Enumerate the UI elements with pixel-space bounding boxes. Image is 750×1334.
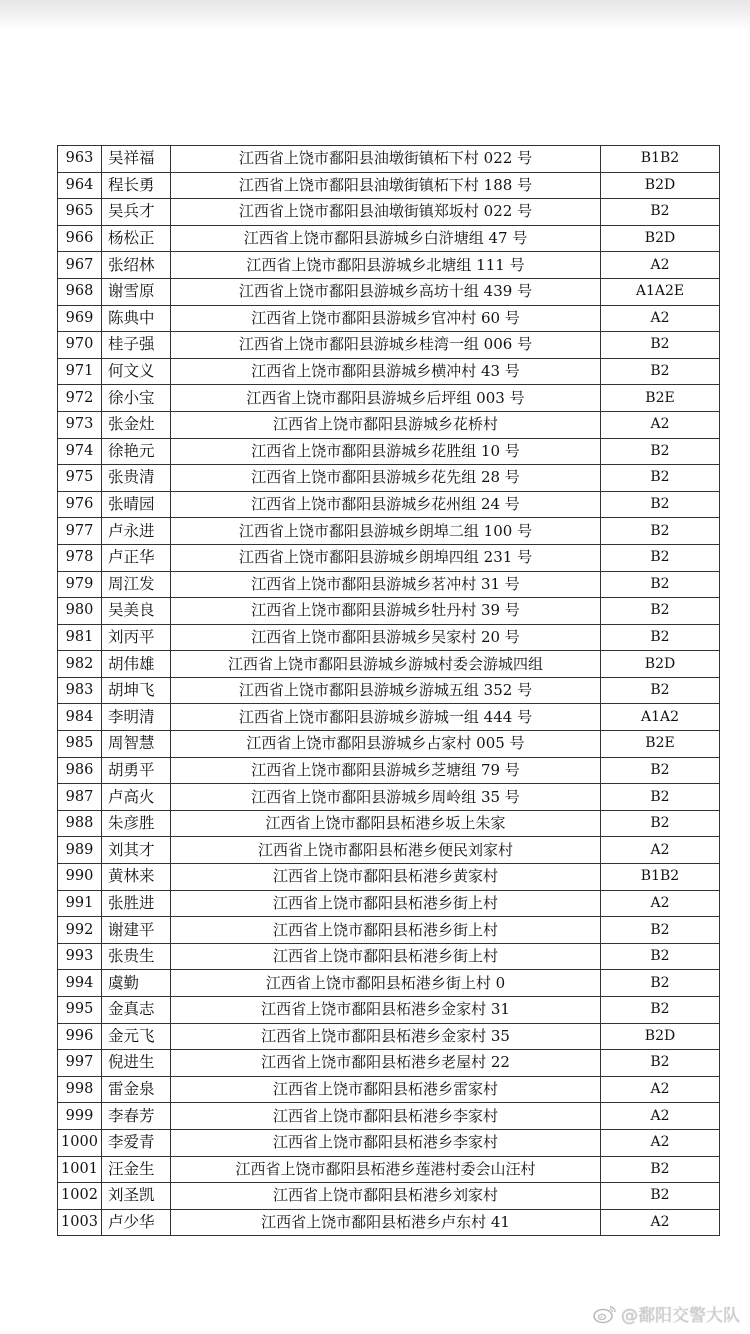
row-number: 995 <box>58 997 102 1024</box>
row-address: 江西省上饶市鄱阳县游城乡桂湾一组 006 号 <box>171 332 601 359</box>
row-name: 胡坤飞 <box>102 677 171 704</box>
row-number: 986 <box>58 757 102 784</box>
watermark-text: @鄱阳交警大队 <box>621 1306 740 1326</box>
row-license-class: B2 <box>601 970 720 997</box>
row-number: 1002 <box>58 1183 102 1210</box>
row-address: 江西省上饶市鄱阳县游城乡游城五组 352 号 <box>171 677 601 704</box>
table-row <box>58 332 720 359</box>
row-number: 973 <box>58 411 102 438</box>
row-number: 991 <box>58 890 102 917</box>
row-name: 徐小宝 <box>102 385 171 412</box>
table-row <box>58 518 720 545</box>
row-number: 994 <box>58 970 102 997</box>
row-license-class: A2 <box>601 1129 720 1156</box>
table-row <box>58 651 720 678</box>
row-name: 朱彦胜 <box>102 810 171 837</box>
row-license-class: B2E <box>601 731 720 758</box>
row-address: 江西省上饶市鄱阳县游城乡后坪组 003 号 <box>171 385 601 412</box>
row-address: 江西省上饶市鄱阳县柘港乡金家村 35 <box>171 1023 601 1050</box>
row-name: 吴兵才 <box>102 199 171 226</box>
row-license-class: B2 <box>601 465 720 492</box>
table-row <box>58 544 720 571</box>
row-address: 江西省上饶市鄱阳县游城乡花桥村 <box>171 411 601 438</box>
row-name: 金元飞 <box>102 1023 171 1050</box>
row-number: 982 <box>58 651 102 678</box>
row-license-class: B2 <box>601 199 720 226</box>
row-number: 978 <box>58 544 102 571</box>
row-name: 卢正华 <box>102 544 171 571</box>
row-license-class: B2 <box>601 438 720 465</box>
table-row <box>58 784 720 811</box>
row-license-class: B2 <box>601 810 720 837</box>
row-license-class: B2 <box>601 757 720 784</box>
row-address: 江西省上饶市鄱阳县游城乡朗埠二组 100 号 <box>171 518 601 545</box>
row-license-class: B2 <box>601 491 720 518</box>
row-address: 江西省上饶市鄱阳县游城乡占家村 005 号 <box>171 731 601 758</box>
row-name: 张胜进 <box>102 890 171 917</box>
row-number: 1000 <box>58 1129 102 1156</box>
row-name: 刘丙平 <box>102 624 171 651</box>
row-number: 988 <box>58 810 102 837</box>
row-address: 江西省上饶市鄱阳县柘港乡街上村 0 <box>171 970 601 997</box>
row-license-class: A2 <box>601 411 720 438</box>
table-row <box>58 1103 720 1130</box>
row-name: 陈典中 <box>102 305 171 332</box>
row-license-class: B1B2 <box>601 864 720 891</box>
row-license-class: A2 <box>601 1076 720 1103</box>
row-license-class: A2 <box>601 1209 720 1236</box>
row-license-class: A1A2E <box>601 278 720 305</box>
row-address: 江西省上饶市鄱阳县柘港乡黄家村 <box>171 864 601 891</box>
table-row <box>58 704 720 731</box>
row-number: 996 <box>58 1023 102 1050</box>
row-number: 971 <box>58 358 102 385</box>
table-row <box>58 199 720 226</box>
row-address: 江西省上饶市鄱阳县游城乡白浒塘组 47 号 <box>171 225 601 252</box>
row-license-class: B2 <box>601 917 720 944</box>
row-address: 江西省上饶市鄱阳县柘港乡坂上朱家 <box>171 810 601 837</box>
row-number: 992 <box>58 917 102 944</box>
row-name: 杨松正 <box>102 225 171 252</box>
weibo-icon <box>593 1304 617 1324</box>
table-row <box>58 864 720 891</box>
table-row <box>58 837 720 864</box>
row-address: 江西省上饶市鄱阳县柘港乡便民刘家村 <box>171 837 601 864</box>
row-license-class: B2 <box>601 997 720 1024</box>
row-address: 江西省上饶市鄱阳县柘港乡雷家村 <box>171 1076 601 1103</box>
row-name: 黄林来 <box>102 864 171 891</box>
row-name: 徐艳元 <box>102 438 171 465</box>
table-row <box>58 890 720 917</box>
table-row <box>58 438 720 465</box>
row-number: 972 <box>58 385 102 412</box>
row-number: 965 <box>58 199 102 226</box>
row-number: 987 <box>58 784 102 811</box>
row-address: 江西省上饶市鄱阳县游城乡花先组 28 号 <box>171 465 601 492</box>
row-name: 周智慧 <box>102 731 171 758</box>
row-license-class: B2 <box>601 1156 720 1183</box>
row-license-class: B2 <box>601 1050 720 1077</box>
row-license-class: A1A2 <box>601 704 720 731</box>
row-number: 983 <box>58 677 102 704</box>
row-address: 江西省上饶市鄱阳县游城乡吴家村 20 号 <box>171 624 601 651</box>
row-license-class: B2D <box>601 172 720 199</box>
row-license-class: B2 <box>601 1183 720 1210</box>
table-row <box>58 1156 720 1183</box>
table-row <box>58 677 720 704</box>
roster-body <box>58 146 720 1236</box>
row-license-class: B2 <box>601 598 720 625</box>
row-license-class: B2 <box>601 943 720 970</box>
row-license-class: B2 <box>601 358 720 385</box>
row-license-class: B2D <box>601 651 720 678</box>
row-name: 卢永进 <box>102 518 171 545</box>
row-name: 倪进生 <box>102 1050 171 1077</box>
table-row <box>58 598 720 625</box>
row-address: 江西省上饶市鄱阳县游城乡花州组 24 号 <box>171 491 601 518</box>
table-row <box>58 465 720 492</box>
top-shadow <box>0 0 750 30</box>
row-name: 张金灶 <box>102 411 171 438</box>
row-name: 程长勇 <box>102 172 171 199</box>
row-address: 江西省上饶市鄱阳县游城乡游城村委会游城四组 <box>171 651 601 678</box>
table-row <box>58 1023 720 1050</box>
row-address: 江西省上饶市鄱阳县游城乡横冲村 43 号 <box>171 358 601 385</box>
row-license-class: A2 <box>601 252 720 279</box>
row-number: 974 <box>58 438 102 465</box>
row-address: 江西省上饶市鄱阳县油墩街镇郑坂村 022 号 <box>171 199 601 226</box>
row-number: 1001 <box>58 1156 102 1183</box>
row-name: 胡勇平 <box>102 757 171 784</box>
table-row <box>58 571 720 598</box>
row-license-class: B2 <box>601 784 720 811</box>
row-address: 江西省上饶市鄱阳县游城乡朗埠四组 231 号 <box>171 544 601 571</box>
table-row <box>58 278 720 305</box>
row-address: 江西省上饶市鄱阳县游城乡牡丹村 39 号 <box>171 598 601 625</box>
row-name: 张贵清 <box>102 465 171 492</box>
table-row <box>58 146 720 173</box>
row-number: 977 <box>58 518 102 545</box>
row-number: 998 <box>58 1076 102 1103</box>
row-name: 李爱青 <box>102 1129 171 1156</box>
row-name: 卢高火 <box>102 784 171 811</box>
row-address: 江西省上饶市鄱阳县柘港乡街上村 <box>171 890 601 917</box>
table-row <box>58 385 720 412</box>
row-license-class: B2 <box>601 624 720 651</box>
row-address: 江西省上饶市鄱阳县油墩街镇柘下村 188 号 <box>171 172 601 199</box>
row-number: 967 <box>58 252 102 279</box>
row-name: 汪金生 <box>102 1156 171 1183</box>
row-license-class: B2 <box>601 677 720 704</box>
row-address: 江西省上饶市鄱阳县柘港乡刘家村 <box>171 1183 601 1210</box>
row-name: 张贵生 <box>102 943 171 970</box>
row-license-class: A2 <box>601 305 720 332</box>
row-name: 何文义 <box>102 358 171 385</box>
row-name: 金真志 <box>102 997 171 1024</box>
row-license-class: B2 <box>601 571 720 598</box>
row-number: 985 <box>58 731 102 758</box>
row-number: 964 <box>58 172 102 199</box>
table-row <box>58 1076 720 1103</box>
row-address: 江西省上饶市鄱阳县游城乡茗冲村 31 号 <box>171 571 601 598</box>
table-row <box>58 172 720 199</box>
row-address: 江西省上饶市鄱阳县游城乡花胜组 10 号 <box>171 438 601 465</box>
table-row <box>58 997 720 1024</box>
row-number: 997 <box>58 1050 102 1077</box>
row-address: 江西省上饶市鄱阳县柘港乡莲港村委会山汪村 <box>171 1156 601 1183</box>
row-name: 吴祥福 <box>102 146 171 173</box>
table-row <box>58 358 720 385</box>
row-address: 江西省上饶市鄱阳县柘港乡李家村 <box>171 1129 601 1156</box>
row-license-class: A2 <box>601 890 720 917</box>
row-address: 江西省上饶市鄱阳县游城乡芝塘组 79 号 <box>171 757 601 784</box>
row-name: 周江发 <box>102 571 171 598</box>
row-number: 1003 <box>58 1209 102 1236</box>
row-license-class: A2 <box>601 837 720 864</box>
row-address: 江西省上饶市鄱阳县柘港乡老屋村 22 <box>171 1050 601 1077</box>
row-name: 谢建平 <box>102 917 171 944</box>
table-row <box>58 1129 720 1156</box>
row-name: 刘其才 <box>102 837 171 864</box>
table-row <box>58 757 720 784</box>
table-row <box>58 225 720 252</box>
row-address: 江西省上饶市鄱阳县柘港乡卢东村 41 <box>171 1209 601 1236</box>
row-number: 989 <box>58 837 102 864</box>
row-license-class: B2 <box>601 332 720 359</box>
row-address: 江西省上饶市鄱阳县游城乡高坊十组 439 号 <box>171 278 601 305</box>
row-number: 963 <box>58 146 102 173</box>
row-name: 胡伟雄 <box>102 651 171 678</box>
row-address: 江西省上饶市鄱阳县油墩街镇柘下村 022 号 <box>171 146 601 173</box>
row-name: 张绍林 <box>102 252 171 279</box>
row-address: 江西省上饶市鄱阳县柘港乡街上村 <box>171 943 601 970</box>
row-address: 江西省上饶市鄱阳县柘港乡金家村 31 <box>171 997 601 1024</box>
driver-roster-table <box>57 145 720 1236</box>
row-license-class: B2D <box>601 225 720 252</box>
table-row <box>58 411 720 438</box>
row-address: 江西省上饶市鄱阳县游城乡周岭组 35 号 <box>171 784 601 811</box>
row-license-class: A2 <box>601 1103 720 1130</box>
row-license-class: B2E <box>601 385 720 412</box>
row-name: 虞勤 <box>102 970 171 997</box>
table-row <box>58 731 720 758</box>
row-name: 桂子强 <box>102 332 171 359</box>
table-row <box>58 943 720 970</box>
row-address: 江西省上饶市鄱阳县柘港乡街上村 <box>171 917 601 944</box>
row-number: 979 <box>58 571 102 598</box>
table-row <box>58 970 720 997</box>
row-address: 江西省上饶市鄱阳县柘港乡李家村 <box>171 1103 601 1130</box>
row-license-class: B1B2 <box>601 146 720 173</box>
table-row <box>58 810 720 837</box>
row-number: 993 <box>58 943 102 970</box>
table-row <box>58 1050 720 1077</box>
table-row <box>58 252 720 279</box>
row-number: 976 <box>58 491 102 518</box>
row-number: 980 <box>58 598 102 625</box>
table-row <box>58 305 720 332</box>
row-address: 江西省上饶市鄱阳县游城乡官冲村 60 号 <box>171 305 601 332</box>
row-license-class: B2 <box>601 544 720 571</box>
table-row <box>58 1183 720 1210</box>
row-name: 刘圣凯 <box>102 1183 171 1210</box>
row-number: 990 <box>58 864 102 891</box>
row-name: 雷金泉 <box>102 1076 171 1103</box>
table-row <box>58 624 720 651</box>
row-number: 966 <box>58 225 102 252</box>
row-number: 969 <box>58 305 102 332</box>
row-name: 张晴园 <box>102 491 171 518</box>
row-number: 984 <box>58 704 102 731</box>
table-row <box>58 1209 720 1236</box>
table-row <box>58 917 720 944</box>
row-number: 981 <box>58 624 102 651</box>
row-number: 970 <box>58 332 102 359</box>
row-number: 968 <box>58 278 102 305</box>
row-address: 江西省上饶市鄱阳县游城乡游城一组 444 号 <box>171 704 601 731</box>
row-name: 李春芳 <box>102 1103 171 1130</box>
watermark <box>593 1301 740 1326</box>
row-address: 江西省上饶市鄱阳县游城乡北塘组 111 号 <box>171 252 601 279</box>
row-name: 卢少华 <box>102 1209 171 1236</box>
row-license-class: B2D <box>601 1023 720 1050</box>
row-name: 吴美良 <box>102 598 171 625</box>
table-row <box>58 491 720 518</box>
row-name: 李明清 <box>102 704 171 731</box>
row-number: 975 <box>58 465 102 492</box>
row-license-class: B2 <box>601 518 720 545</box>
row-name: 谢雪原 <box>102 278 171 305</box>
row-number: 999 <box>58 1103 102 1130</box>
